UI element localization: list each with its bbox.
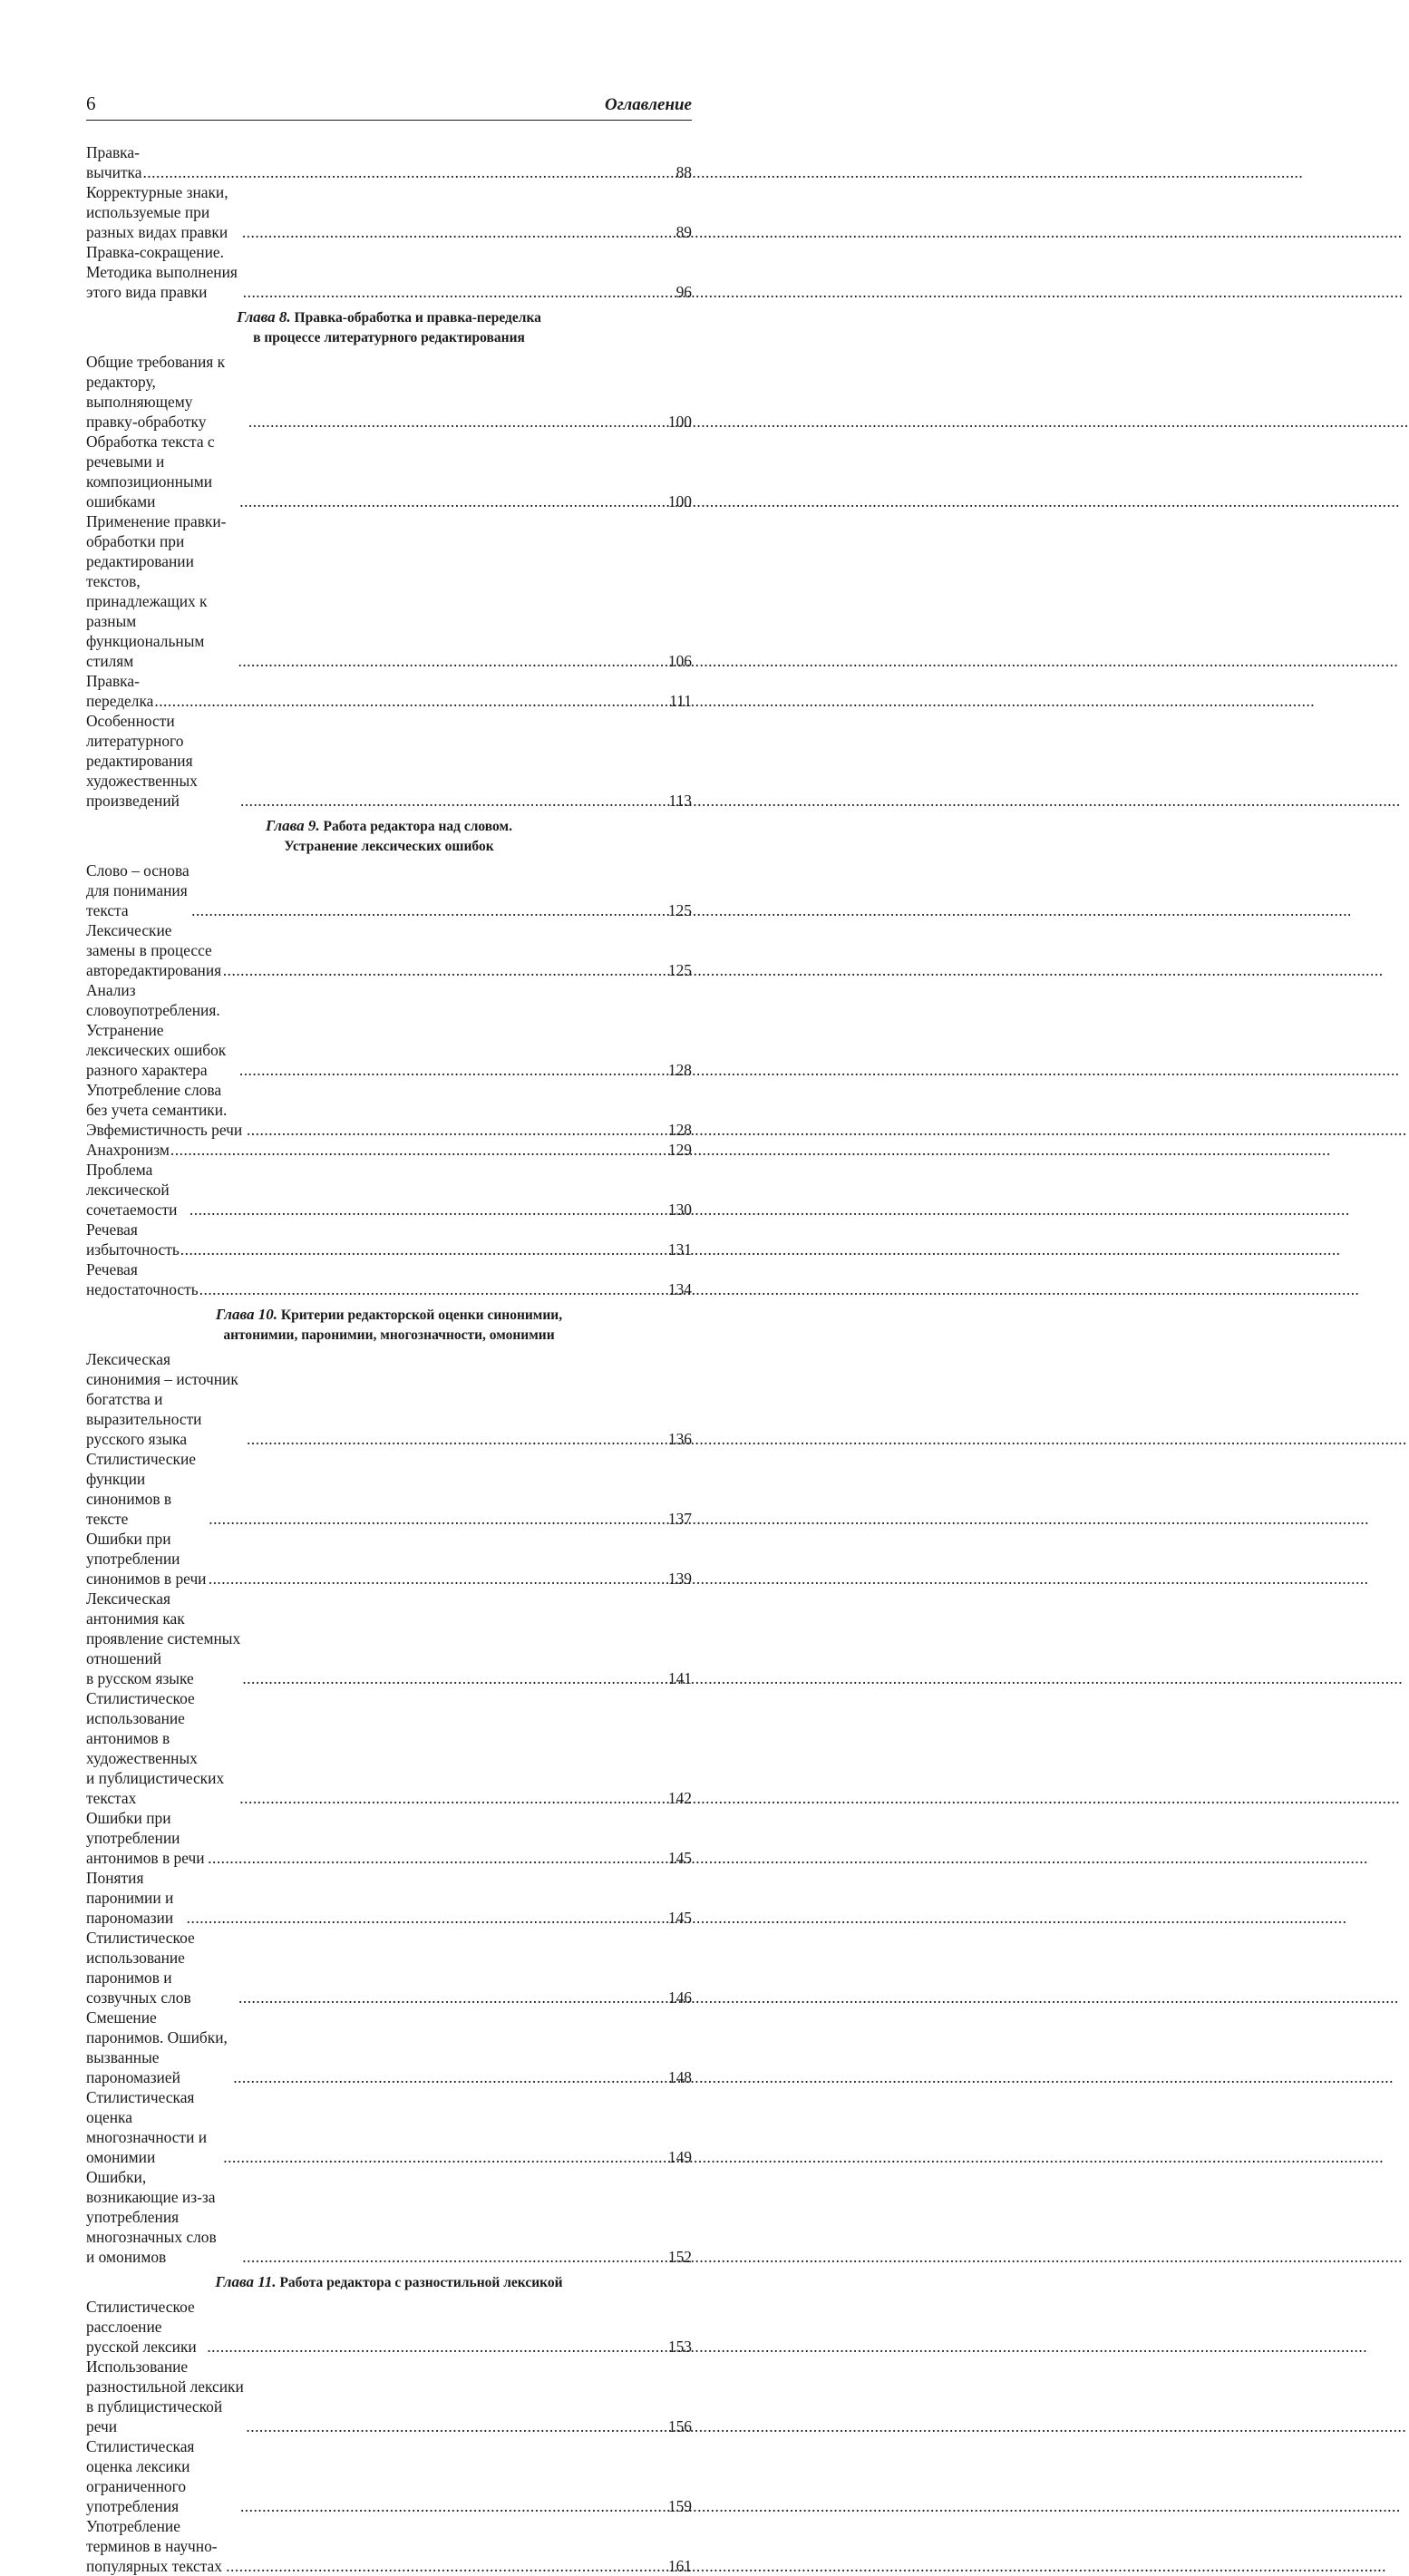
dot-leader [243,282,675,302]
dot-leader [239,1788,667,1808]
toc-entry[interactable] [86,1589,692,1688]
dot-leader [207,2337,667,2357]
toc-entry-page: 134 [667,1280,692,1298]
toc-entry[interactable] [86,2297,692,2357]
toc-entry-page: 100 [667,413,692,431]
toc-entry-title: Применение правки-обработки при редактировании текстов, принадлежащих к разным функциональным стилям [86,512,227,670]
toc-entry-title: Анализ словоупотребления. Устранение лексических ошибок разного характера [86,981,227,1079]
toc-entry-page: 130 [667,1201,692,1219]
toc-entry-page: 89 [675,223,692,241]
toc-entry-title: Стилистическая оценка лексики ограниченного употребления [86,2437,195,2515]
toc-entry-page: 141 [667,1669,692,1687]
page-number: 6 [86,92,96,114]
chapter-label: Глава 11. [215,2273,277,2290]
toc-entry-page: 136 [667,1430,692,1448]
chapter-heading [86,307,692,348]
toc-entry[interactable] [86,511,692,671]
toc-entry-page: 125 [667,901,692,919]
toc-entry[interactable] [86,1160,692,1220]
toc-entry-title: Ошибки, возникающие из-за употребления многозначных слов и омонимов [86,2168,217,2266]
dot-leader [246,2416,667,2436]
toc-entry[interactable] [86,2357,692,2436]
toc-entry-page: 159 [667,2497,692,2515]
dot-leader [154,691,668,711]
toc-entry[interactable] [86,2516,692,2576]
toc-entry-title: Стилистическое использование антонимов в художественных и публицистических текстах [86,1689,225,1807]
dot-leader [209,1569,667,1589]
toc-entry[interactable] [86,2087,692,2167]
toc-entry-title: Лексическая антонимия как проявление системных отношений в русском языке [86,1589,241,1687]
dot-leader [240,2496,667,2516]
dot-leader [239,491,667,511]
toc-entry-title: Понятия паронимии и парономазии [86,1869,174,1927]
toc-entry-page: 111 [669,692,692,710]
chapter-title: Работа редактора с разностильной лексикой [279,2275,563,2290]
toc-entry[interactable] [86,1688,692,1808]
toc-entry-page: 142 [667,1789,692,1807]
toc-entry-title: Анахронизм [86,1141,170,1159]
dot-leader [180,1239,667,1259]
toc-entry-title: Стилистические функции синонимов в тексте [86,1450,196,1528]
book-page [86,91,692,2576]
dot-leader [240,791,668,811]
table-of-contents [86,142,692,2576]
dot-leader [208,1848,667,1868]
chapter-label: Глава 9. [266,817,320,834]
toc-entry-page: 125 [667,961,692,979]
toc-entry[interactable] [86,1259,692,1299]
dot-leader [189,1200,667,1220]
toc-entry-page: 100 [667,492,692,510]
dot-leader [223,2147,667,2167]
dot-leader [248,412,667,432]
dot-leader [142,162,675,182]
toc-entry[interactable] [86,1529,692,1589]
toc-entry-page: 161 [667,2557,692,2575]
toc-entry[interactable] [86,432,692,511]
toc-entry[interactable] [86,860,692,920]
toc-entry-title: Правка-вычитка [86,143,142,181]
chapter-title: Критерии редакторской оценки синонимии, антонимии, паронимии, многозначности, омонимии [223,1307,563,1343]
toc-entry-page: 129 [667,1141,692,1159]
toc-entry[interactable] [86,920,692,980]
dot-leader [247,1120,667,1140]
toc-entry[interactable] [86,1868,692,1928]
chapter-label: Глава 10. [215,1306,277,1323]
toc-entry[interactable] [86,2436,692,2516]
toc-entry-page: 139 [667,1570,692,1588]
toc-entry[interactable] [86,1220,692,1259]
toc-entry-title: Ошибки при употреблении антонимов в речи [86,1809,205,1867]
toc-entry[interactable] [86,352,692,432]
running-title: Оглавление [605,95,692,114]
toc-entry-title: Смешение паронимов. Ошибки, вызванные парономазией [86,2008,228,2086]
toc-entry-page: 145 [667,1849,692,1867]
toc-entry[interactable] [86,1080,692,1140]
toc-entry-title: Обработка текста с речевыми и композиционными ошибками [86,433,215,510]
dot-leader [238,1988,667,2007]
dot-leader [239,1060,667,1080]
dot-leader [226,2556,667,2576]
toc-entry-page: 106 [667,652,692,670]
toc-entry-page: 113 [668,792,692,810]
chapter-heading [86,2272,692,2293]
toc-entry-title: Корректурные знаки, используемые при разных видах правки [86,183,228,241]
toc-entry[interactable] [86,1449,692,1529]
toc-entry-title: Стилистическая оценка многозначности и омонимии [86,2088,208,2166]
dot-leader [247,1429,667,1449]
toc-entry[interactable] [86,2007,692,2087]
toc-entry-title: Правка-сокращение. Методика выполнения этого вида правки [86,243,238,301]
dot-leader [170,1140,667,1160]
dot-leader [242,222,675,242]
toc-entry-page: 128 [667,1121,692,1139]
dot-leader [233,2067,667,2087]
chapter-heading [86,1305,692,1346]
toc-entry-page: 152 [667,2248,692,2266]
toc-entry-page: 146 [667,1988,692,2007]
running-header [86,91,692,121]
dot-leader [187,1908,667,1928]
toc-entry-title: Общие требования к редактору, выполняющему правку-обработку [86,353,226,431]
toc-entry-page: 149 [667,2148,692,2166]
dot-leader [223,960,667,980]
toc-entry[interactable] [86,711,692,811]
toc-entry-title: Использование разностильной лексики в публицистической речи [86,2357,244,2435]
toc-entry-page: 88 [675,163,692,181]
toc-entry[interactable] [86,1140,692,1160]
toc-entry[interactable] [86,1928,692,2007]
toc-entry-title: Речевая избыточность [86,1220,180,1259]
chapter-title: Правка-обработка и правка-переделка в процессе литературного редактирования [253,310,541,345]
toc-entry-page: 156 [667,2417,692,2435]
toc-entry-title: Лексические замены в процессе авторедактирования [86,921,222,979]
toc-entry[interactable] [86,980,692,1080]
toc-entry[interactable] [86,142,692,182]
toc-entry-title: Стилистическое расслоение русской лексики [86,2298,197,2356]
toc-entry-page: 128 [667,1061,692,1079]
dot-leader [199,1279,667,1299]
dot-leader [242,1668,667,1688]
chapter-heading [86,816,692,857]
toc-entry-title: Правка-переделка [86,672,154,710]
toc-entry[interactable] [86,671,692,711]
toc-entry[interactable] [86,1808,692,1868]
toc-entry-title: Проблема лексической сочетаемости [86,1161,178,1219]
toc-entry-page: 145 [667,1909,692,1927]
toc-entry-title: Слово – основа для понимания текста [86,861,189,919]
dot-leader [209,1509,667,1529]
dot-leader [191,900,667,920]
toc-entry-title: Употребление слова без учета семантики. Эвфемистичность речи [86,1081,243,1139]
toc-entry[interactable] [86,2167,692,2267]
toc-entry[interactable] [86,182,692,242]
toc-entry-page: 131 [667,1240,692,1259]
toc-entry-title: Ошибки при употреблении синонимов в речи [86,1530,207,1588]
chapter-title: Работа редактора над словом. Устранение лексических ошибок [284,819,512,854]
toc-entry-page: 137 [667,1510,692,1528]
toc-entry[interactable] [86,242,692,302]
toc-entry[interactable] [86,1349,692,1449]
toc-entry-title: Употребление терминов в научно-популярных текстах [86,2517,222,2575]
toc-entry-title: Лексическая синонимия – источник богатства и выразительности русского языка [86,1350,238,1448]
dot-leader [242,2247,667,2267]
toc-entry-page: 96 [675,283,692,301]
chapter-label: Глава 8. [237,308,291,326]
toc-entry-page: 153 [667,2338,692,2356]
toc-entry-page: 148 [667,2068,692,2086]
toc-entry-title: Стилистическое использование паронимов и созвучных слов [86,1929,195,2007]
toc-entry-title: Особенности литературного редактирования художественных произведений [86,712,198,810]
dot-leader [238,651,666,671]
toc-entry-title: Речевая недостаточность [86,1260,199,1298]
